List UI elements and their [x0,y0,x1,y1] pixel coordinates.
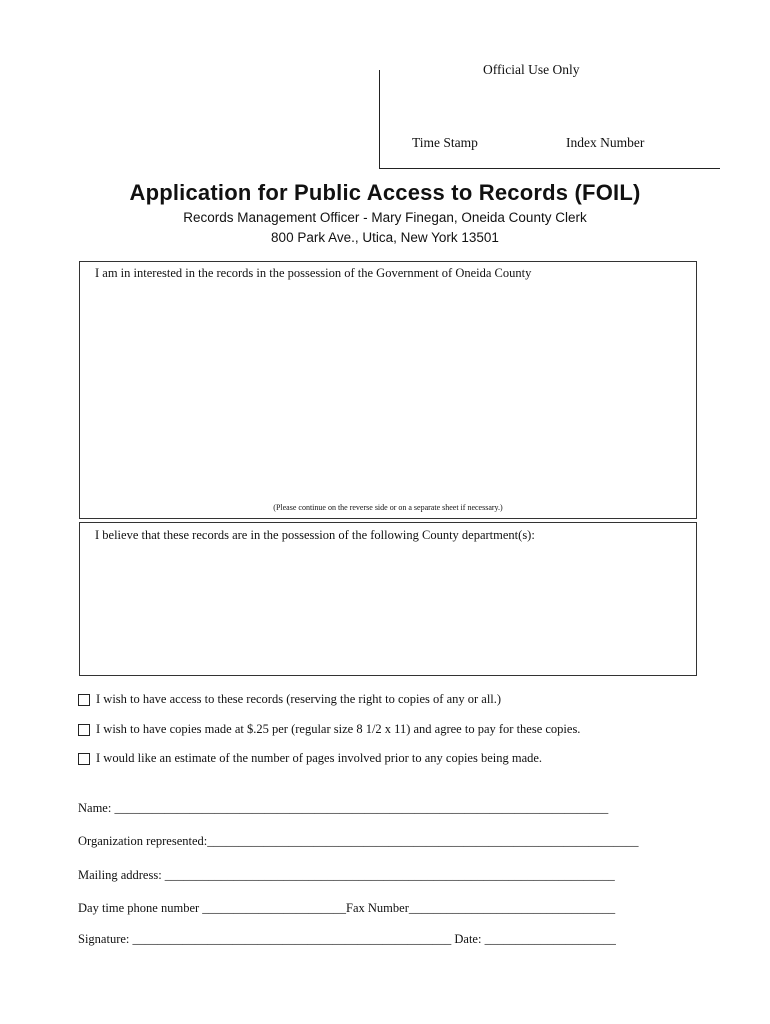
option-estimate-label: I would like an estimate of the number of pages involved prior to any copies being made. [96,751,543,765]
option-access-label: I wish to have access to these records (reserving the right to copies of any or all.) [96,692,502,706]
option-access[interactable] [78,692,501,707]
officer-line: Records Management Officer - Mary Finegan, Oneida County Clerk [183,210,587,225]
department-prompt: I believe that these records are in the possession of the following County department(s): [95,528,535,542]
index-number-label: Index Number [566,135,645,150]
option-estimate[interactable] [78,751,542,766]
checkbox-estimate[interactable] [78,753,90,765]
option-copies[interactable] [78,722,580,737]
signature-date-field[interactable]: Signature: ___________________________________________________ Date: _____________________ [78,932,616,946]
option-copies-label: I wish to have copies made at $.25 per (regular size 8 1/2 x 11) and agree to pay for these copies. [96,722,581,736]
page-title: Application for Public Access to Records (FOIL) [129,180,641,205]
records-request-box[interactable] [79,261,697,519]
checkbox-access[interactable] [78,694,90,706]
phone-fax-field[interactable]: Day time phone number _______________________Fax Number_________________________________ [78,901,616,915]
records-request-prompt: I am in interested in the records in the possession of the Government of Oneida County [95,266,532,280]
organization-field[interactable]: Organization represented:_____________________________________________________________________ [78,834,639,848]
official-use-heading: Official Use Only [483,62,580,77]
address-line: 800 Park Ave., Utica, New York 13501 [271,230,499,245]
name-field[interactable]: Name: _______________________________________________________________________________ [78,801,609,815]
official-use-box [379,70,720,169]
continue-note: (Please continue on the reverse side or on a separate sheet if necessary.) [273,503,503,512]
mailing-address-field[interactable]: Mailing address: ________________________________________________________________________ [78,868,615,882]
department-box[interactable] [79,522,697,676]
time-stamp-label: Time Stamp [412,135,478,150]
checkbox-copies[interactable] [78,724,90,736]
